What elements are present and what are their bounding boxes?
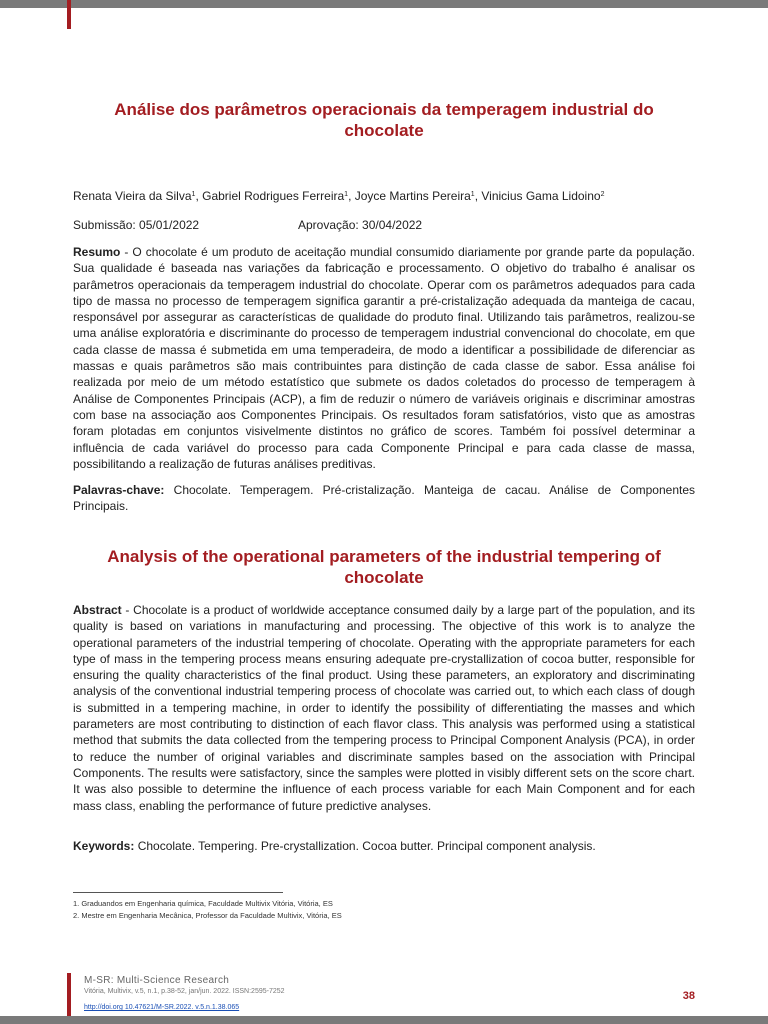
top-accent-stripe — [67, 0, 71, 29]
title-portuguese: Análise dos parâmetros operacionais da temperagem industrial do chocolate — [114, 100, 654, 140]
bottom-decorative-bar — [0, 1016, 768, 1024]
title-english: Analysis of the operational parameters of the industrial tempering of chocolate — [107, 547, 661, 587]
abstract-text: - Chocolate is a product of worldwide acceptance consumed daily by a large part of the population, and its quality is based on variations in manufacturing and processing. The objective of this work is to analyze the operational parameters of the industrial tempering of chocolate. Operating with the appropriate parameters for each type of mass in the tempering process means ensuring adequate pre-crystallization of cocoa butter, responsible for ensuring the quality characteristics of the final product. Using these parameters, an exploratory and discriminating analysis of the conventional industrial tempering process of chocolate was carried out, to which each class of dough is submitted in a tempering machine, in order to identify the possibility of differentiating the masses and which parameters are most contributing to distinction of each flavor class. This analysis was performed using a statistical method that submits the data collected from the tempering process to Principal Component Analysis (PCA), in order to reduce the number of original variables and discriminate samples based on the association with Principal Components. The results were satisfactory, since the samples were plotted in visibly different sets on the score chart. It was also possible to determine the influence of each process variable for each Main Component and for each mass class, enabling the performance of future predictive analyses. — [73, 603, 695, 813]
journal-reference: Vitória, Multivix, v.5, n.1, p.38-52, jan/jun. 2022. ISSN:2595-7252 — [84, 988, 285, 995]
footnote-divider — [73, 892, 283, 893]
author-name: Vinicius Gama Lidoino — [481, 189, 601, 203]
resumo-paragraph — [73, 244, 695, 472]
author-affiliation-mark: 1 — [191, 191, 196, 198]
author-name: Renata Vieira da Silva — [73, 189, 192, 203]
author-affiliation-mark: 1 — [344, 191, 349, 198]
abstract-label: Abstract — [73, 603, 122, 617]
palavras-chave-text: Chocolate. Temperagem. Pré-cristalização. Manteiga de cacau. Análise de Componentes Principais. — [73, 483, 695, 514]
author-name: Joyce Martins Pereira — [354, 189, 471, 203]
doi-link[interactable]: http://doi.org 10.47621/M-SR.2022. v.5.n.1.38.065 — [84, 1004, 240, 1011]
palavras-chave-paragraph — [73, 482, 695, 515]
author-affiliation-mark: 2 — [600, 191, 605, 198]
footnote-item: 2. Mestre em Engenharia Mecânica, Professor da Faculdade Multivix, Vitória, ES — [73, 911, 342, 920]
keywords-paragraph — [73, 838, 695, 854]
journal-info — [84, 975, 484, 1014]
page-number: 38 — [682, 990, 695, 1002]
approval-date: Aprovação: 30/04/2022 — [298, 218, 423, 232]
resumo-text: - O chocolate é um produto de aceitação mundial consumido diariamente por grande parte da população. Sua qualidade é baseada nas variações da fabricação e processamento. O objetivo do trabalho é analisar os parâmetros operacionais da temperagem industrial do chocolate. Operar com os parâmetros adequados para cada tipo de massa no processo de temperagem significa garantir a pré-cristalização adequada da manteiga de cacau, responsável por assegurar as características de qualidade do produto final. Utilizando tais parâmetros, realizou-se uma análise exploratória e discriminante do processo de temperagem industrial convencional do chocolate, em que cada classe de massa é submetida em uma temperadeira, de modo a identificar a possibilidade de diferenciar as massas e quais parâmetros são mais contribuintes para distinção de cada classe de sabor. Essa análise foi realizada por meio de um método estatístico que submete os dados coletados do processo de temperagem à Análise de Componentes Principais (ACP), a fim de reduzir o número de variáveis originais e discriminar amostras com base na associação aos Componentes Principais. Os resultados foram satisfatórios, visto que as amostras foram plotadas em conjuntos visivelmente distintos no gráfico de scores. Também foi possível determinar a influência de cada variável do processo para cada Componente Principal e para cada classe de massa, possibilitando a realização de futuras análises preditivas. — [73, 245, 695, 471]
author-name: Gabriel Rodrigues Ferreira — [202, 189, 345, 203]
author-list: Renata Vieira da Silva$^1$, Gabriel Rodrigues Ferreira$^1$, Joyce Martins Pereira$^1$, Vinicius Gama Lidoino$^2$ — [73, 189, 605, 203]
top-decorative-bar — [0, 0, 768, 8]
journal-name: M-SR: Multi-Science Research — [84, 975, 230, 986]
resumo-label: Resumo — [73, 245, 121, 259]
dates-row — [73, 217, 695, 233]
footnote-item: 1. Graduandos em Engenharia química, Faculdade Multivix Vitória, Vitória, ES — [73, 899, 333, 908]
submission-date: Submissão: 05/01/2022 — [73, 218, 200, 232]
keywords-label: Keywords: — [73, 839, 135, 853]
author-affiliation-mark: 1 — [470, 191, 475, 198]
keywords-text: Chocolate. Tempering. Pre-crystallization. Cocoa butter. Principal component analysis. — [134, 839, 596, 853]
abstract-paragraph — [73, 602, 695, 814]
palavras-chave-label: Palavras-chave: — [73, 483, 165, 497]
footnotes — [73, 898, 695, 922]
